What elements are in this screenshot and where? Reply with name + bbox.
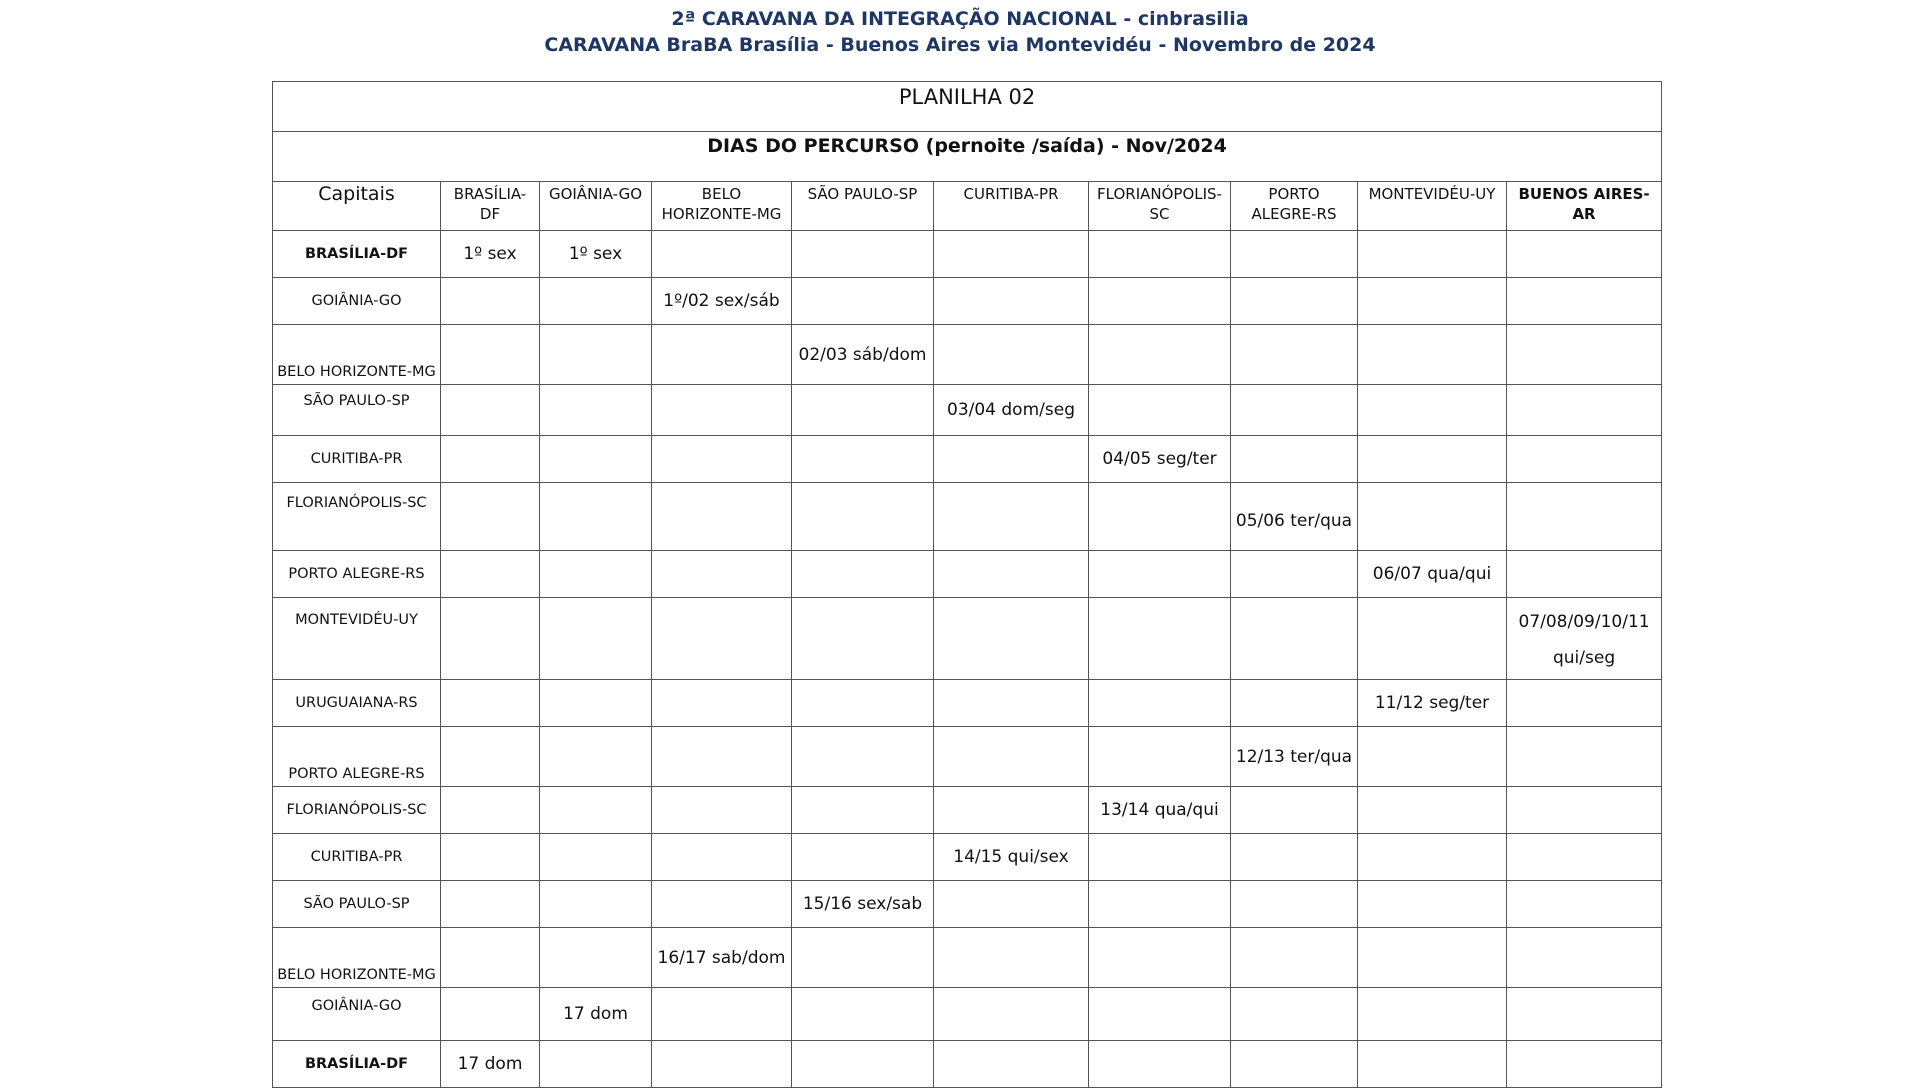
table-cell <box>934 680 1089 727</box>
table-cell <box>1231 551 1358 598</box>
row-label: PORTO ALEGRE-RS <box>273 551 441 598</box>
table-cell <box>441 551 540 598</box>
table-cell <box>441 928 540 988</box>
table-cell <box>1231 325 1358 385</box>
table-cell <box>1231 598 1358 680</box>
column-header: GOIÂNIA-GO <box>540 182 652 231</box>
table-cell <box>1231 278 1358 325</box>
table-cell <box>441 598 540 680</box>
table-cell <box>934 325 1089 385</box>
row-label: GOIÂNIA-GO <box>273 278 441 325</box>
table-cell <box>652 787 792 834</box>
table-cell <box>1507 551 1662 598</box>
table-cell <box>1507 436 1662 483</box>
table-cell <box>540 325 652 385</box>
table-cell <box>1089 1041 1231 1088</box>
table-cell <box>1507 680 1662 727</box>
table-cell <box>1231 928 1358 988</box>
table-cell <box>792 928 934 988</box>
table-cell <box>441 385 540 436</box>
row-label: GOIÂNIA-GO <box>273 988 441 1041</box>
table-cell: 11/12 seg/ter <box>1358 680 1507 727</box>
table-cell <box>540 787 652 834</box>
table-cell <box>540 551 652 598</box>
table-cell <box>1507 787 1662 834</box>
table-cell <box>1507 988 1662 1041</box>
table-cell <box>540 727 652 787</box>
header-line-1: 2ª CARAVANA DA INTEGRAÇÃO NACIONAL - cinbrasilia <box>671 8 1249 30</box>
table-cell <box>1358 881 1507 928</box>
table-row <box>273 436 1662 483</box>
table-cell: 17 dom <box>540 988 652 1041</box>
sheet-title: PLANILHA 02 <box>273 82 1662 132</box>
table-cell <box>1231 436 1358 483</box>
table-cell: 17 dom <box>441 1041 540 1088</box>
table-cell <box>652 385 792 436</box>
row-label: BRASÍLIA-DF <box>273 231 441 278</box>
column-header: BELO HORIZONTE-MG <box>652 182 792 231</box>
table-cell <box>934 988 1089 1041</box>
table-cell: 13/14 qua/qui <box>1089 787 1231 834</box>
table-cell <box>934 278 1089 325</box>
table-cell <box>652 551 792 598</box>
route-days-table <box>272 81 1662 1088</box>
table-cell: 07/08/09/10/11 qui/seg <box>1507 598 1662 680</box>
table-cell <box>1231 1041 1358 1088</box>
table-cell <box>934 727 1089 787</box>
table-cell <box>540 881 652 928</box>
table-cell <box>1089 881 1231 928</box>
table-cell <box>792 680 934 727</box>
table-cell <box>934 551 1089 598</box>
table-cell <box>792 551 934 598</box>
table-cell <box>1358 325 1507 385</box>
table-cell <box>1358 483 1507 551</box>
table-cell <box>1507 881 1662 928</box>
table-cell <box>652 881 792 928</box>
column-header: FLORIANÓPOLIS-SC <box>1089 182 1231 231</box>
table-cell <box>1231 231 1358 278</box>
table-cell <box>652 727 792 787</box>
table-cell <box>652 483 792 551</box>
table-cell <box>441 436 540 483</box>
row-label: FLORIANÓPOLIS-SC <box>273 787 441 834</box>
table-cell <box>1507 231 1662 278</box>
table-cell <box>1507 928 1662 988</box>
table-cell <box>652 988 792 1041</box>
column-header: PORTO ALEGRE-RS <box>1231 182 1358 231</box>
table-cell <box>540 436 652 483</box>
column-header: MONTEVIDÉU-UY <box>1358 182 1507 231</box>
table-cell <box>540 928 652 988</box>
table-cell <box>540 1041 652 1088</box>
table-cell <box>441 787 540 834</box>
table-cell <box>441 680 540 727</box>
table-cell <box>652 325 792 385</box>
table-cell <box>792 727 934 787</box>
table-cell <box>792 1041 934 1088</box>
table-cell <box>1507 278 1662 325</box>
table-cell <box>441 881 540 928</box>
table-cell <box>1358 988 1507 1041</box>
table-row <box>273 1041 1662 1088</box>
table-cell <box>1089 551 1231 598</box>
table-row <box>273 598 1662 680</box>
table-cell <box>1358 834 1507 881</box>
table-cell <box>652 598 792 680</box>
table-cell <box>1507 1041 1662 1088</box>
table-cell <box>1089 483 1231 551</box>
table-cell <box>792 278 934 325</box>
table-row <box>273 881 1662 928</box>
table-cell <box>1089 325 1231 385</box>
table-cell <box>1089 834 1231 881</box>
table-cell: 12/13 ter/qua <box>1231 727 1358 787</box>
row-label: PORTO ALEGRE-RS <box>273 727 441 787</box>
table-cell <box>1507 483 1662 551</box>
row-label: FLORIANÓPOLIS-SC <box>273 483 441 551</box>
table-cell: 04/05 seg/ter <box>1089 436 1231 483</box>
row-label: MONTEVIDÉU-UY <box>273 598 441 680</box>
table-cell <box>934 928 1089 988</box>
document-header <box>0 6 1920 58</box>
row-label: CURITIBA-PR <box>273 436 441 483</box>
table-cell <box>1089 385 1231 436</box>
sheet-subtitle: DIAS DO PERCURSO (pernoite /saída) - Nov/2024 <box>273 132 1662 182</box>
table-cell <box>1507 385 1662 436</box>
table-cell <box>792 436 934 483</box>
table-cell <box>540 834 652 881</box>
table-cell <box>1089 928 1231 988</box>
table-cell <box>1231 680 1358 727</box>
column-header-capitals: Capitais <box>273 182 441 231</box>
table-cell <box>1089 680 1231 727</box>
table-cell <box>1507 325 1662 385</box>
table-cell <box>652 834 792 881</box>
row-label: BRASÍLIA-DF <box>273 1041 441 1088</box>
table-cell <box>792 598 934 680</box>
table-row <box>273 928 1662 988</box>
table-row <box>273 278 1662 325</box>
table-cell: 1º sex <box>540 231 652 278</box>
table-cell <box>540 483 652 551</box>
table-cell <box>1231 385 1358 436</box>
table-cell <box>1089 278 1231 325</box>
table-cell <box>1358 231 1507 278</box>
table-cell <box>792 231 934 278</box>
row-label: BELO HORIZONTE-MG <box>273 325 441 385</box>
table-cell <box>441 988 540 1041</box>
table-cell <box>540 278 652 325</box>
table-cell <box>1231 988 1358 1041</box>
table-cell <box>1358 278 1507 325</box>
table-cell <box>652 680 792 727</box>
table-cell <box>792 988 934 1041</box>
table-cell <box>1358 787 1507 834</box>
table-cell <box>934 436 1089 483</box>
table-cell: 05/06 ter/qua <box>1231 483 1358 551</box>
row-label: CURITIBA-PR <box>273 834 441 881</box>
table-cell <box>1231 787 1358 834</box>
table-cell <box>652 1041 792 1088</box>
column-header: SÃO PAULO-SP <box>792 182 934 231</box>
row-label: BELO HORIZONTE-MG <box>273 928 441 988</box>
table-cell: 15/16 sex/sab <box>792 881 934 928</box>
table-row <box>273 325 1662 385</box>
table-cell: 02/03 sáb/dom <box>792 325 934 385</box>
table-row <box>273 551 1662 598</box>
table-cell <box>441 325 540 385</box>
table-cell: 1º sex <box>441 231 540 278</box>
table-cell <box>540 598 652 680</box>
table-row <box>273 727 1662 787</box>
table-cell: 1º/02 sex/sáb <box>652 278 792 325</box>
table-cell <box>792 787 934 834</box>
table-cell <box>441 727 540 787</box>
column-header: BRASÍLIA-DF <box>441 182 540 231</box>
table-cell <box>1358 1041 1507 1088</box>
table-row <box>273 483 1662 551</box>
table-cell <box>934 787 1089 834</box>
table-cell: 03/04 dom/seg <box>934 385 1089 436</box>
table-cell <box>1231 881 1358 928</box>
table-cell <box>441 834 540 881</box>
header-line-2: CARAVANA BraBA Brasília - Buenos Aires via Montevidéu - Novembro de 2024 <box>544 34 1376 56</box>
table-cell <box>1089 988 1231 1041</box>
table-cell <box>1231 834 1358 881</box>
table-cell <box>540 680 652 727</box>
table-cell <box>1507 834 1662 881</box>
table-cell <box>1089 231 1231 278</box>
table-cell <box>1089 598 1231 680</box>
table-cell <box>792 483 934 551</box>
table-row <box>273 680 1662 727</box>
table-row <box>273 988 1662 1041</box>
table-cell <box>934 483 1089 551</box>
row-label: SÃO PAULO-SP <box>273 881 441 928</box>
table-cell <box>1358 598 1507 680</box>
table-cell <box>652 231 792 278</box>
table-cell <box>1358 385 1507 436</box>
table-cell <box>1507 727 1662 787</box>
table-cell <box>1358 727 1507 787</box>
table-cell <box>934 881 1089 928</box>
table-cell <box>934 231 1089 278</box>
table-cell <box>441 278 540 325</box>
table-row <box>273 231 1662 278</box>
table-cell <box>1358 436 1507 483</box>
table-cell <box>934 598 1089 680</box>
table-cell <box>792 385 934 436</box>
row-label: URUGUAIANA-RS <box>273 680 441 727</box>
column-header: CURITIBA-PR <box>934 182 1089 231</box>
table-cell <box>1358 928 1507 988</box>
table-cell <box>1089 727 1231 787</box>
table-cell: 16/17 sab/dom <box>652 928 792 988</box>
table-cell <box>792 834 934 881</box>
table-row <box>273 834 1662 881</box>
table-cell <box>934 1041 1089 1088</box>
table-cell <box>652 436 792 483</box>
column-header: BUENOS AIRES-AR <box>1507 182 1662 231</box>
row-label: SÃO PAULO-SP <box>273 385 441 436</box>
table-cell: 06/07 qua/qui <box>1358 551 1507 598</box>
table-row <box>273 787 1662 834</box>
table-cell: 14/15 qui/sex <box>934 834 1089 881</box>
table-cell <box>441 483 540 551</box>
table-row <box>273 385 1662 436</box>
table-cell <box>540 385 652 436</box>
